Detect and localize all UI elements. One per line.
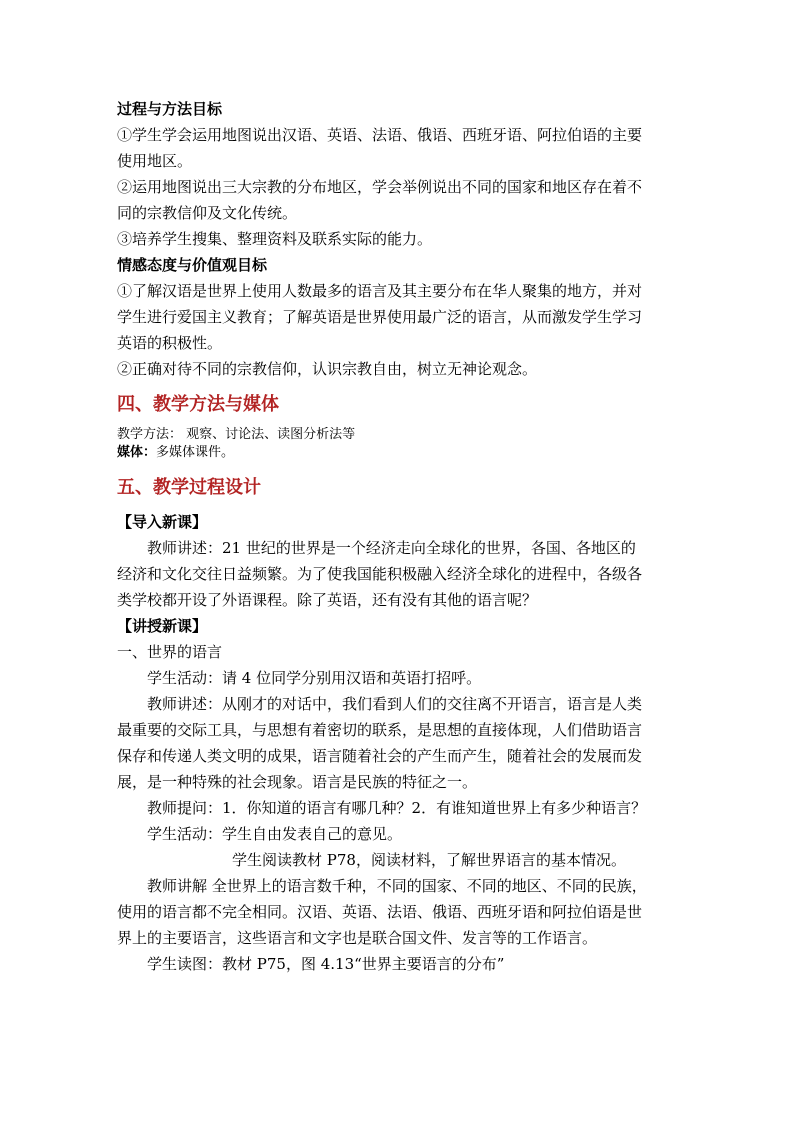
- body-line: 使用的语言都不完全相同。汉语、英语、法语、俄语、西班牙语和阿拉伯语是世: [117, 903, 643, 921]
- intro-line: 类学校都开设了外语课程。除了英语，还有没有其他的语言呢？: [117, 591, 538, 609]
- emotion-goals-title: 情感态度与价值观目标: [117, 256, 268, 274]
- media-label: 媒体：: [117, 445, 157, 460]
- body-line: 学生读图：教材 P75，图 4.13“世界主要语言的分布”: [147, 955, 505, 973]
- body-line: 展，是一种特殊的社会现象。语言是民族的特征之一。: [117, 773, 478, 791]
- process-goal-line: ②运用地图说出三大宗教的分布地区，学会举例说出不同的国家和地区存在着不: [117, 178, 643, 196]
- emotion-goal-line: ②正确对待不同的宗教信仰，认识宗教自由，树立无神论观念。: [117, 360, 538, 378]
- sub-title-world-languages: 一、世界的语言: [117, 643, 223, 661]
- body-line: 界上的主要语言，这些语言和文字也是联合国文件、发言等的工作语言。: [117, 929, 598, 947]
- section-five-heading: 五、教学过程设计: [117, 477, 261, 498]
- process-goals-title: 过程与方法目标: [117, 100, 223, 118]
- process-goal-line: ③培养学生搜集、整理资料及联系实际的能力。: [117, 230, 433, 248]
- body-line: 学生活动：请 4 位同学分别用汉语和英语打招呼。: [147, 669, 482, 687]
- intro-label: 【导入新课】: [117, 513, 208, 531]
- body-line: 教师讲述：从刚才的对话中，我们看到人们的交往离不开语言，语言是人类: [147, 695, 643, 713]
- intro-line: 教师讲述：21 世纪的世界是一个经济走向全球化的世界，各国、各地区的: [147, 539, 636, 557]
- body-line: 教师提问：1．你知道的语言有哪几种？2．有谁知道世界上有多少种语言？: [147, 799, 647, 817]
- intro-line: 经济和文化交往日益频繁。为了使我国能积极融入经济全球化的进程中，各级各: [117, 565, 643, 583]
- section-four-heading: 四、教学方法与媒体: [117, 394, 279, 415]
- body-line: 学生活动：学生自由发表自己的意见。: [147, 825, 403, 843]
- body-line: 学生阅读教材 P78，阅读材料，了解世界语言的基本情况。: [232, 851, 626, 869]
- body-line: 教师讲解 全世界上的语言数千种，不同的国家、不同的地区、不同的民族，: [147, 877, 647, 895]
- body-line: 最重要的交际工具，与思想有着密切的联系，是思想的直接体现，人们借助语言: [117, 721, 643, 739]
- teaching-method-line: 教学方法： 观察、讨论法、读图分析法等: [117, 427, 356, 442]
- emotion-goal-line: ①了解汉语是世界上使用人数最多的语言及其主要分布在华人聚集的地方，并对: [117, 282, 643, 300]
- body-line: 保存和传递人类文明的成果，语言随着社会的产生而产生，随着社会的发展而发: [117, 747, 643, 765]
- media-value: 多媒体课件。: [156, 445, 235, 460]
- media-line: [117, 444, 234, 462]
- process-goal-line: 同的宗教信仰及文化传统。: [117, 204, 298, 222]
- emotion-goal-line: 英语的积极性。: [117, 334, 223, 352]
- emotion-goal-line: 学生进行爱国主义教育；了解英语是世界使用最广泛的语言，从而激发学生学习: [117, 308, 643, 326]
- process-goal-line: ①学生学会运用地图说出汉语、英语、法语、俄语、西班牙语、阿拉伯语的主要: [117, 126, 643, 144]
- process-goal-line: 使用地区。: [117, 152, 193, 170]
- teach-label: 【讲授新课】: [117, 617, 208, 635]
